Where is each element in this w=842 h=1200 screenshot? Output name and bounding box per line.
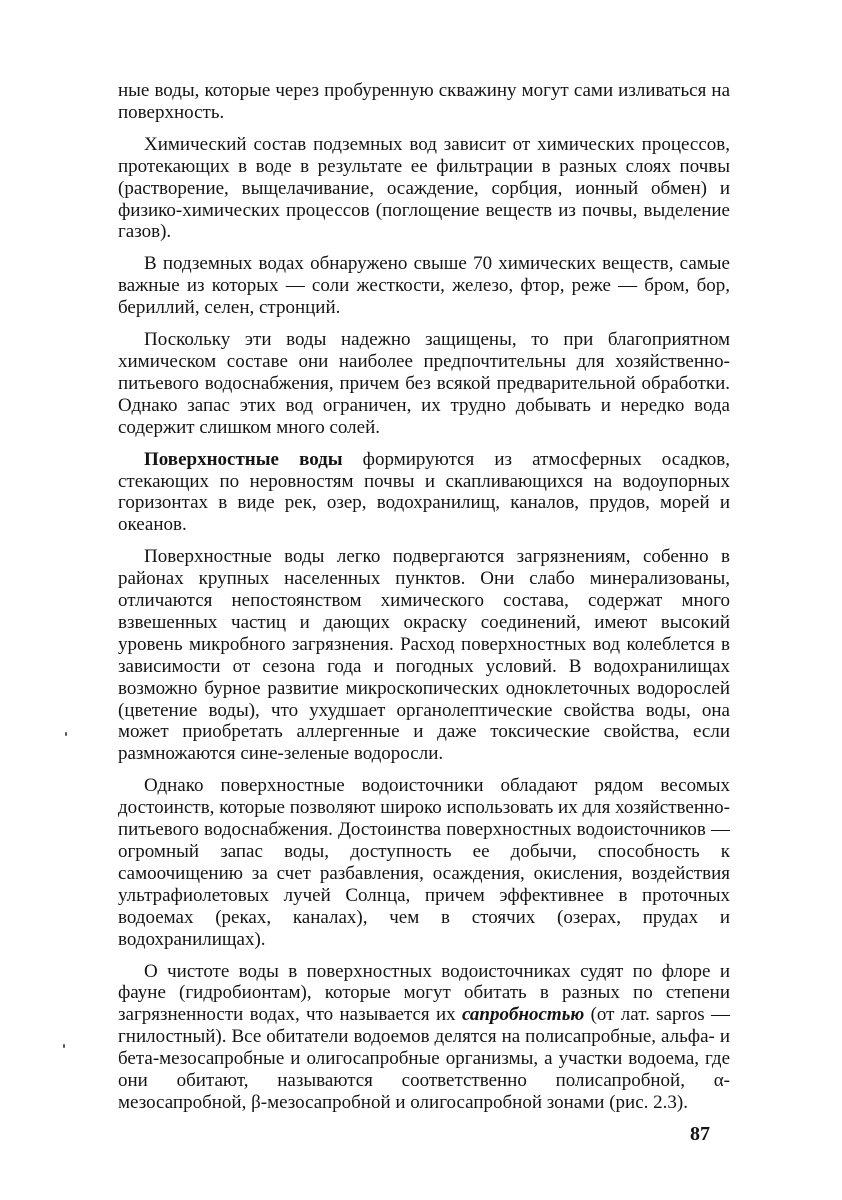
body-text: [118, 80, 730, 1114]
saprobity-text-before: О чистоте воды в поверхностных водоисточниках судят по флоре и фауне (гидробионтам), которые могут обитать в разных по степени загрязненности водах, что называется их: [118, 960, 730, 1026]
paragraph-chemical-substances: В подземных водах обнаружено свыше 70 химических веществ, самые важные из которых — соли жесткости, железо, фтор, реже — бром, бор, бериллий, селен, стронций.: [118, 253, 730, 319]
scan-speck: [65, 732, 67, 736]
saprobity-text-after: (от лат. sapros — гнилостный). Все обитатели водоемов делятся на полисапробные, альфа- и бета-мезосапробные и олигосапробные организмы, а участки водоема, где они обитают, называются соответственно полисапробной, α-мезосапробной, β-мезосапробной и олигосапробной зонами (рис. 2.3).: [118, 1004, 730, 1113]
term-saprobity: сапробностью: [461, 1004, 585, 1026]
page-number: 87: [690, 1123, 710, 1145]
paragraph-continuation: ные воды, которые через пробуренную скважину могут сами изливаться на поверхность.: [118, 80, 730, 123]
paragraph-advantages: Однако поверхностные водоисточники обладают рядом весомых достоинств, которые позволяют широко использовать их для хозяйственно-питьевого водоснабжения. Достоинства поверхностных водоисточников — огромный запас воды, доступность ее добычи, способность к самоочищению за счет разбавления, осаждения, окисления, воздействия ультрафиолетовых лучей Солнца, причем эффективнее в проточных водоемах (реках, каналах), чем в стоячих (озерах, прудах и водохранилищах).: [118, 775, 730, 950]
paragraph-surface-waters-definition: [118, 449, 730, 537]
paragraph-chemical-composition: Химический состав подземных вод зависит от химических процессов, протекающих в воде в результате ее фильтрации в разных слоях почвы (растворение, выщелачивание, осаждение, сорбция, ионный обмен) и физико-химических процессов (поглощение веществ из почвы, выделение газов).: [118, 133, 730, 243]
scan-speck: [63, 1044, 65, 1048]
paragraph-surface-waters-text: формируются из атмосферных осадков, стекающих по неровностям почвы и скапливающихся на водоупорных горизонтах в виде рек, озер, водохранилищ, каналов, прудов, морей и океанов.: [118, 448, 730, 536]
paragraph-saprobity: [118, 961, 730, 1114]
paragraph-protection: Поскольку эти воды надежно защищены, то при благоприятном химическом составе они наиболее предпочтительны для хозяйственно-питьевого водоснабжения, причем без всякой предварительной обработки. Однако запас этих вод ограничен, их трудно добывать и нередко вода содержит слишком много солей.: [118, 329, 730, 438]
term-surface-waters: Поверхностные воды: [144, 448, 343, 470]
paragraph-pollution: Поверхностные воды легко подвергаются загрязнениям, собенно в районах крупных населенных пунктов. Они слабо минерализованы, отличаются непостоянством химического состава, содержат много взвешенных частиц и дающих окраску соединений, имеют высокий уровень микробного загрязнения. Расход поверхностных вод колеблется в зависимости от сезона года и погодных условий. В водохранилищах возможно бурное развитие микроскопических одноклеточных водорослей (цветение воды), что ухудшает органолептические свойства воды, она может приобретать аллергенные и даже токсические свойства, если размножаются сине-зеленые водоросли.: [118, 546, 730, 765]
